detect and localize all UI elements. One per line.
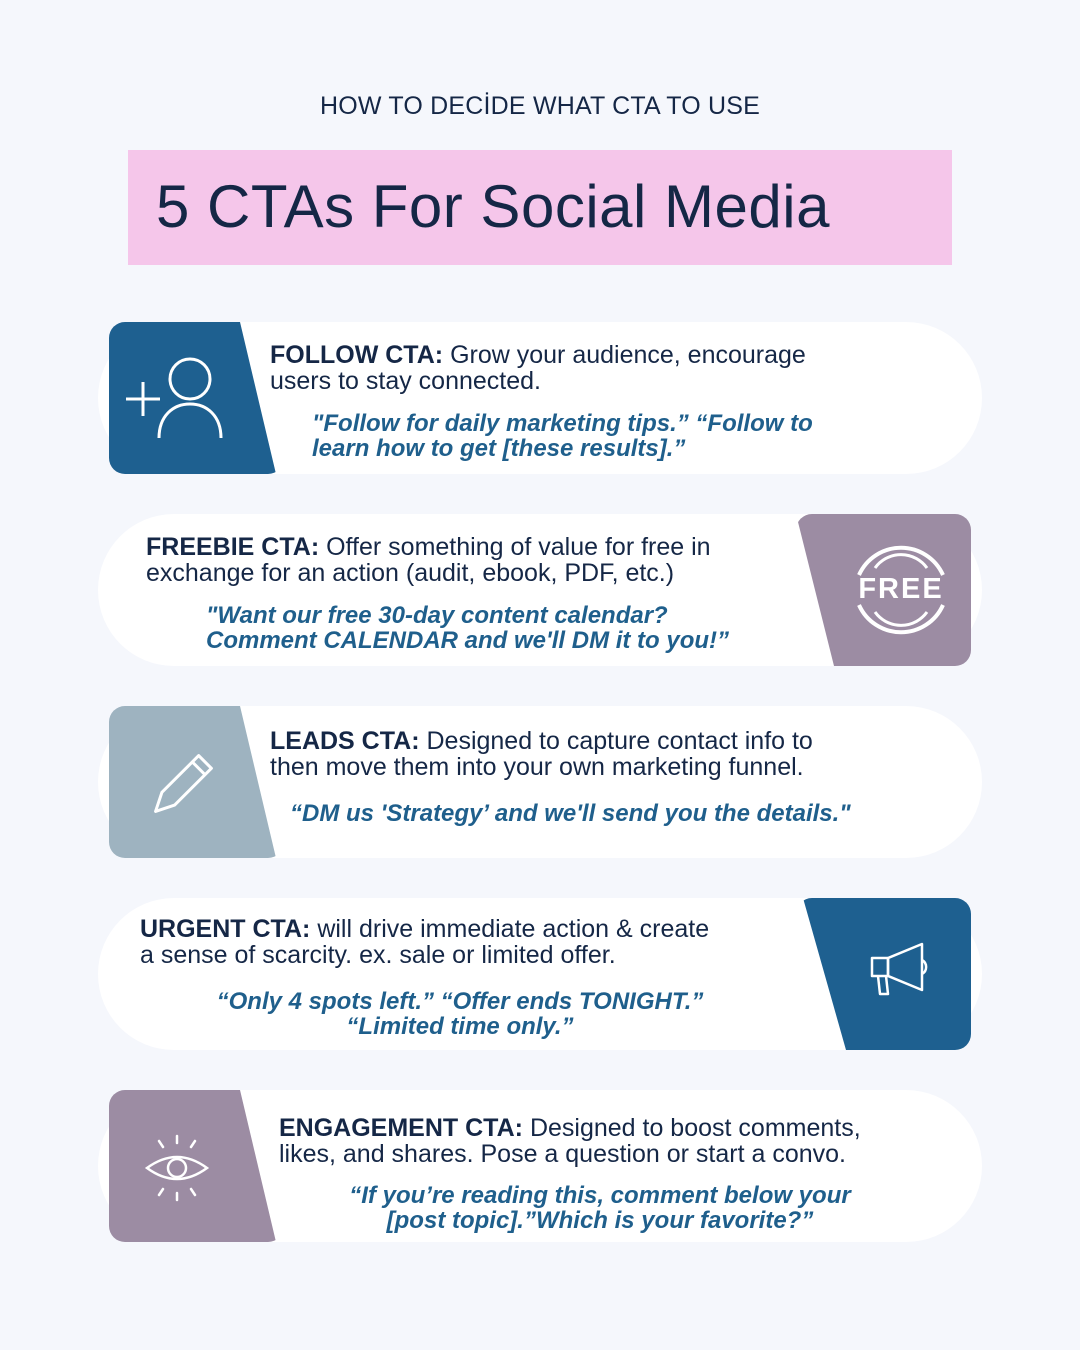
leads-cta-card: [98, 706, 982, 858]
engagement-description: [279, 1115, 861, 1167]
follow-quote-line2: learn how to get [these results].”: [312, 435, 686, 462]
freebie-description: [146, 534, 711, 586]
engagement-cta-card: [98, 1090, 982, 1242]
follow-cta-card: [98, 322, 982, 474]
freebie-cta-card: [98, 514, 982, 666]
follow-text-line1: Grow your audience, encourage: [450, 341, 806, 369]
freebie-quote-line1: "Want our free 30-day content calendar?: [206, 602, 668, 629]
pencil-icon: [141, 746, 221, 826]
freebie-quote-line2: Comment CALENDAR and we'll DM it to you!”: [206, 627, 730, 654]
title-banner: [128, 150, 952, 265]
page-subtitle: HOW TO DECİDE WHAT CTA TO USE: [319, 92, 761, 120]
leads-text-line1: Designed to capture contact info to: [426, 727, 813, 755]
urgent-text-line2: a sense of scarcity. ex. sale or limited offer.: [140, 941, 616, 969]
follow-description: [270, 342, 806, 394]
leads-text-line2: then move them into your own marketing funnel.: [270, 753, 804, 781]
megaphone-icon: [866, 938, 946, 1008]
engagement-quote: [290, 1183, 910, 1233]
engagement-quote-line2: [post topic].”Which is your favorite?”: [386, 1207, 814, 1234]
free-badge-text: FREE: [858, 573, 944, 605]
leads-description: [270, 728, 813, 780]
follow-label: FOLLOW CTA:: [270, 341, 444, 369]
freebie-icon-panel: [796, 514, 971, 666]
urgent-icon-panel: [796, 898, 971, 1050]
eye-icon: [137, 1128, 217, 1208]
freebie-text-line1: Offer something of value for free in: [326, 533, 711, 561]
freebie-quote: [206, 603, 729, 653]
freebie-text-line2: exchange for an action (audit, ebook, PDF, etc.): [146, 559, 675, 587]
urgent-label: URGENT CTA:: [140, 915, 311, 943]
leads-quote-line1: “DM us 'Strategy’ and we'll send you the details.": [290, 800, 851, 827]
follow-text-line2: users to stay connected.: [270, 367, 541, 395]
leads-icon-panel: [109, 706, 284, 858]
urgent-cta-card: [98, 898, 982, 1050]
engagement-text-line2: likes, and shares. Pose a question or start a convo.: [279, 1140, 846, 1168]
follow-icon-panel: [109, 322, 284, 474]
engagement-quote-line1: “If you’re reading this, comment below your: [349, 1182, 851, 1209]
urgent-description: [140, 916, 709, 968]
freebie-label: FREEBIE CTA:: [146, 533, 320, 561]
follow-quote-line1: "Follow for daily marketing tips.” “Follow to: [312, 410, 813, 437]
engagement-icon-panel: [109, 1090, 284, 1242]
page-title: 5 CTAs For Social Media: [156, 173, 830, 240]
urgent-text-line1: will drive immediate action & create: [317, 915, 710, 943]
urgent-quote-line2: “Limited time only.”: [346, 1013, 574, 1040]
follow-quote: [312, 411, 813, 461]
urgent-quote: [190, 989, 730, 1039]
leads-label: LEADS CTA:: [270, 727, 420, 755]
urgent-quote-line1: “Only 4 spots left.” “Offer ends TONIGHT.”: [216, 988, 704, 1015]
add-user-icon: [121, 352, 241, 452]
engagement-text-line1: Designed to boost comments,: [529, 1114, 861, 1142]
leads-quote: [290, 801, 851, 826]
engagement-label: ENGAGEMENT CTA:: [279, 1114, 523, 1142]
